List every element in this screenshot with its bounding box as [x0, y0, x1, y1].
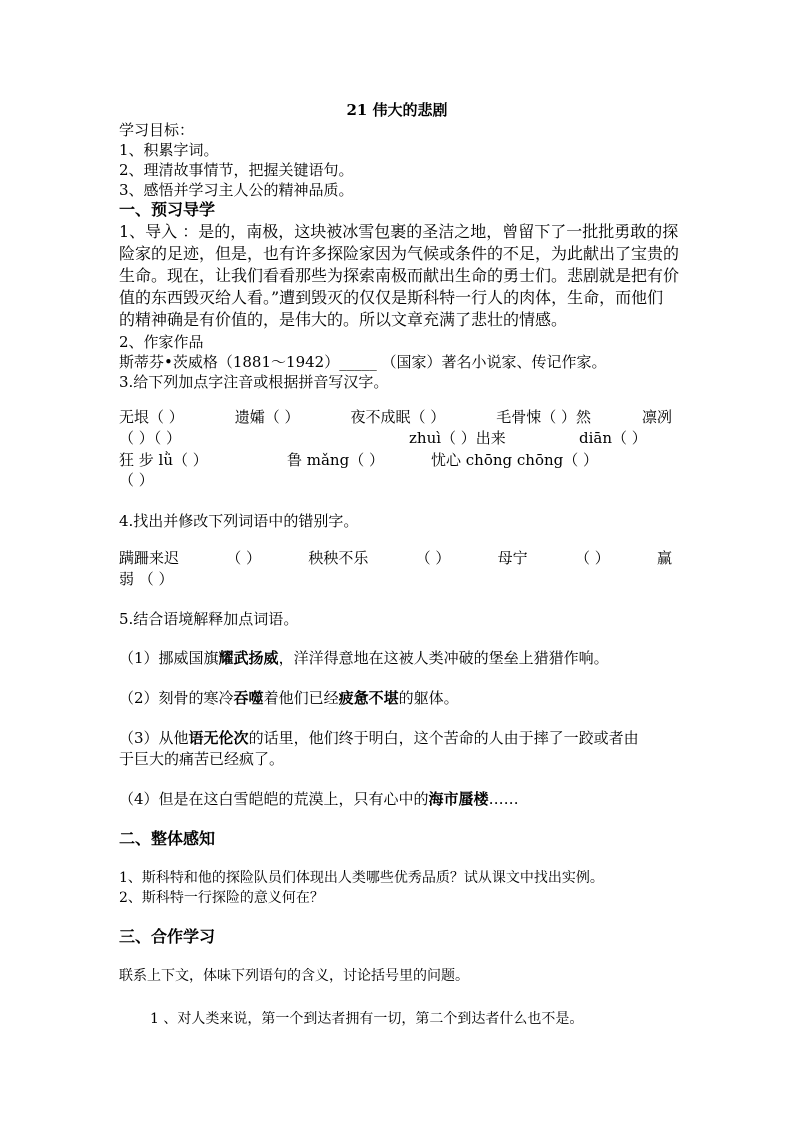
question-4-heading: 4.找出并修改下列词语中的错别字。 [119, 512, 359, 530]
intro-line: 1、导入 ：是的，南极，这块被冰雪包裹的圣洁之地，曾留下了一批批勇敢的探 [119, 222, 679, 241]
intro-line: 险家的足迹，但是，也有许多探险家因为气候或条件的不足，为此献出了宝贵的 [119, 244, 680, 263]
q3-item: 夜不成眠（ ） [350, 408, 446, 426]
intro-line: 值的东西毁灭给人看。”遭到毁灭的仅仅是斯科特一行人的肉体，生命，而他们 [119, 288, 664, 307]
q3-item: （ ）（ ） [119, 429, 182, 447]
dotted-term: 吞噬 [233, 689, 264, 707]
q3-item: diān（ ） [579, 429, 647, 447]
cooperation-item: 1 、对人类来说，第一个到达者拥有一切，第二个到达者什么也不是。 [150, 1011, 584, 1027]
objectives-heading: 学习目标： [119, 121, 195, 139]
q3-item: 狂 步 lǜ（ ） [119, 451, 208, 469]
q3-row-3 [119, 450, 599, 470]
q4-row-2: 弱 （ ） [119, 570, 174, 588]
q3-item: 遗孀（ ） [234, 408, 300, 426]
q4-item: 母宁 [497, 549, 528, 567]
author-heading: 2、作家作品 [119, 333, 204, 351]
dotted-term: 海市蜃楼 [428, 790, 489, 808]
objective-item: 2、理清故事情节，把握关键语句。 [119, 161, 354, 179]
question-5-heading: 5.结合语境解释加点词语。 [119, 610, 299, 628]
q4-item: （ ） [574, 549, 610, 567]
question-3-heading: 3.给下列加点字注音或根据拼音写汉字。 [119, 373, 389, 391]
q5-item-3: （3）从他语无伦次的话里，他们终于明白，这个苦命的人由于摔了一跤或者由 [119, 729, 639, 747]
q4-row-1 [119, 548, 672, 568]
intro-line: 的精神确是有价值的，是伟大的。所以文章充满了悲壮的情感。 [119, 310, 568, 329]
section-heading-overview: 二、整体感知 [119, 829, 216, 848]
section-heading-preview: 一、预习导学 [119, 200, 216, 219]
q3-item: zhuì（ ）出来 [409, 429, 506, 447]
q5-item-4: （4）但是在这白雪皑皑的荒漠上，只有心中的海市蜃楼…… [119, 790, 519, 808]
q3-row-2 [119, 428, 647, 448]
overview-question: 2、斯科特一行探险的意义何在？ [119, 890, 324, 906]
cooperation-instruction: 联系上下文，体味下列语句的含义，讨论括号里的问题。 [119, 968, 469, 984]
q5-item-2: （2）刻骨的寒冷吞噬着他们已经疲惫不堪的躯体。 [119, 689, 459, 707]
q4-item: （ ） [415, 549, 451, 567]
dotted-term: 语无伦次 [188, 729, 249, 747]
page-title: 21 伟大的悲剧 [346, 101, 448, 119]
q3-item: 鲁 mǎng（ ） [287, 451, 384, 469]
q3-item: 毛骨悚（ ）然 [496, 408, 591, 426]
objective-item: 1、积累字词。 [119, 141, 219, 159]
dotted-term: 疲惫不堪 [338, 689, 399, 707]
overview-question: 1、斯科特和他的探险队员们体现出人类哪些优秀品质？试从课文中找出实例。 [119, 870, 604, 886]
q4-item: 秧秧不乐 [308, 549, 369, 567]
q3-item: 凛冽 [641, 408, 672, 426]
q5-item-3-cont: 于巨大的痛苦已经疯了。 [119, 750, 285, 768]
q3-item: 忧心 chōng chōng（ ） [431, 451, 599, 469]
q4-item: 赢 [656, 549, 672, 567]
objective-item: 3、感悟并学习主人公的精神品质。 [119, 181, 354, 199]
q4-item: 蹒跚来迟 [119, 549, 180, 567]
dotted-term: 耀武扬威 [218, 649, 279, 667]
q5-item-1: （1）挪威国旗耀武扬威，洋洋得意地在这被人类冲破的堡垒上猎猎作响。 [119, 649, 609, 667]
q3-item: 无垠（ ） [119, 408, 184, 426]
intro-line: 生命。现在，让我们看看那些为探索南极而献出生命的勇士们。悲剧就是把有价 [119, 266, 680, 285]
section-heading-cooperation: 三、合作学习 [119, 927, 216, 946]
q3-row-4: （ ） [119, 471, 154, 489]
q4-item: （ ） [226, 549, 262, 567]
author-line: 斯蒂芬•茨威格（1881～1942）_____ （国家）著名小说家、传记作家。 [119, 353, 607, 371]
q3-row-1 [119, 407, 672, 427]
